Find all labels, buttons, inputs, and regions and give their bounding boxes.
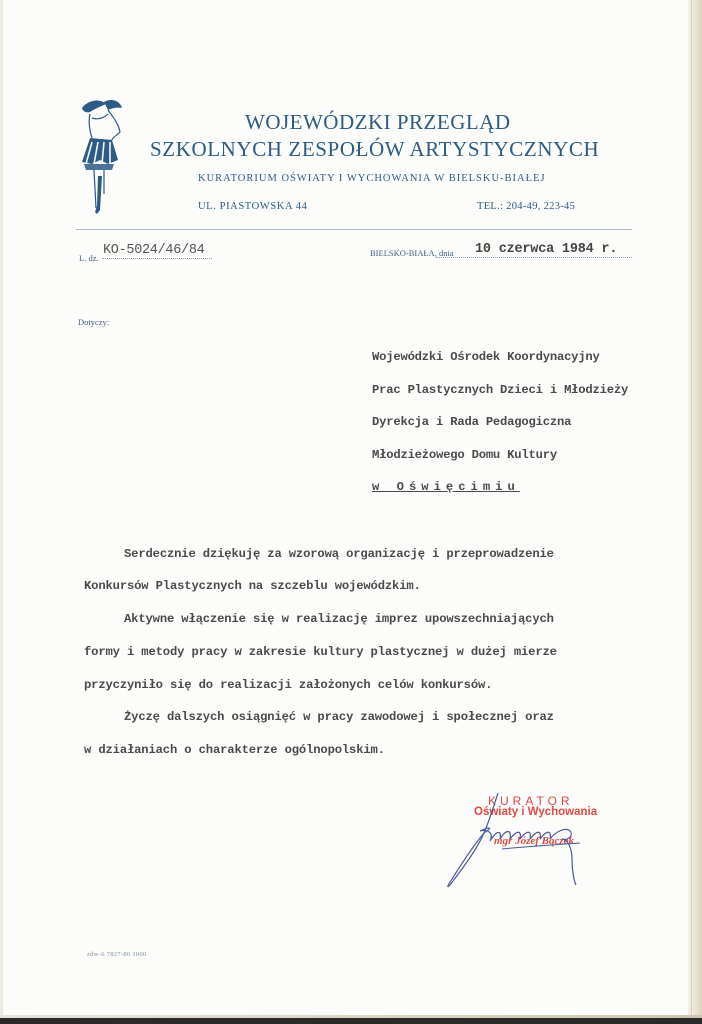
signature-stroke	[448, 793, 576, 887]
logo-skirt-hem	[84, 164, 114, 170]
page-bottom-edge	[0, 1018, 702, 1024]
recipient-line: Dyrekcja i Rada Pedagogiczna	[372, 415, 572, 429]
stamp-title: KURATOR	[488, 794, 574, 808]
recipient-line: Prac Plastycznych Dzieci i Młodzieży	[372, 383, 629, 397]
page-left-edge	[0, 0, 3, 1024]
letterhead-address: UL. PIASTOWSKA 44	[198, 201, 308, 212]
place-label: BIELSKO-BIAŁA, dnia	[370, 248, 454, 258]
recipient-city: w Oświęcimiu	[372, 480, 520, 494]
body-line: Serdecznie dziękuję za wzorową organizację i przeprowadzenie	[124, 547, 554, 561]
stamp-subtitle: Oświaty i Wychowania	[474, 806, 598, 818]
letterhead-title-line2: SZKOLNYCH ZESPOŁÓW ARTYSTYCZNYCH	[150, 137, 600, 161]
subject-label: Dotyczy:	[78, 317, 110, 327]
letterhead-divider	[76, 229, 632, 230]
letter-date: 10 czerwca 1984 r.	[475, 242, 618, 257]
letterhead-phone: TEL.: 204-49, 223-45	[477, 201, 576, 212]
logo-leg	[95, 176, 102, 214]
letterhead-subtitle: KURATORIUM OŚWIATY I WYCHOWANIA W BIELSKU-BIAŁEJ	[198, 173, 546, 184]
logo-outline	[89, 110, 120, 140]
print-code: zdw-6 7827-80 1000	[87, 951, 147, 958]
recipient-line: Młodzieżowego Domu Kultury	[372, 448, 557, 462]
date-dotted-line	[436, 257, 632, 258]
body-line: w działaniach o charakterze ogólnopolskim.	[84, 743, 385, 757]
signature-icon	[440, 785, 620, 895]
dancing-couple-icon	[78, 98, 130, 218]
reference-dotted-line	[102, 258, 212, 259]
body-line: Aktywne włączenie się w realizację imprez upowszechniających	[124, 612, 554, 626]
stamp-name: mgr Józef Bączek	[494, 835, 575, 847]
logo-hair-woman	[82, 101, 106, 113]
body-line: Konkursów Plastycznych na szczeblu wojewódzkim.	[84, 579, 421, 593]
recipient-line: Wojewódzki Ośrodek Koordynacyjny	[372, 350, 600, 364]
body-line: formy i metody pracy w zakresie kultury plastycznej w dużej mierze	[84, 645, 557, 659]
logo-hair-man	[104, 100, 122, 110]
signature-underline	[502, 843, 580, 849]
letterhead-title-line1: WOJEWÓDZKI PRZEGLĄD	[245, 110, 511, 134]
reference-number: KO-5024/46/84	[103, 243, 205, 258]
reference-label: L. dz.	[79, 253, 99, 263]
page-fold-line	[691, 0, 692, 1024]
body-line: Życzę dalszych osiągnięć w pracy zawodowej i społecznej oraz	[124, 710, 554, 724]
body-line: przyczyniło się do realizacji założonych celów konkursów.	[84, 678, 493, 692]
